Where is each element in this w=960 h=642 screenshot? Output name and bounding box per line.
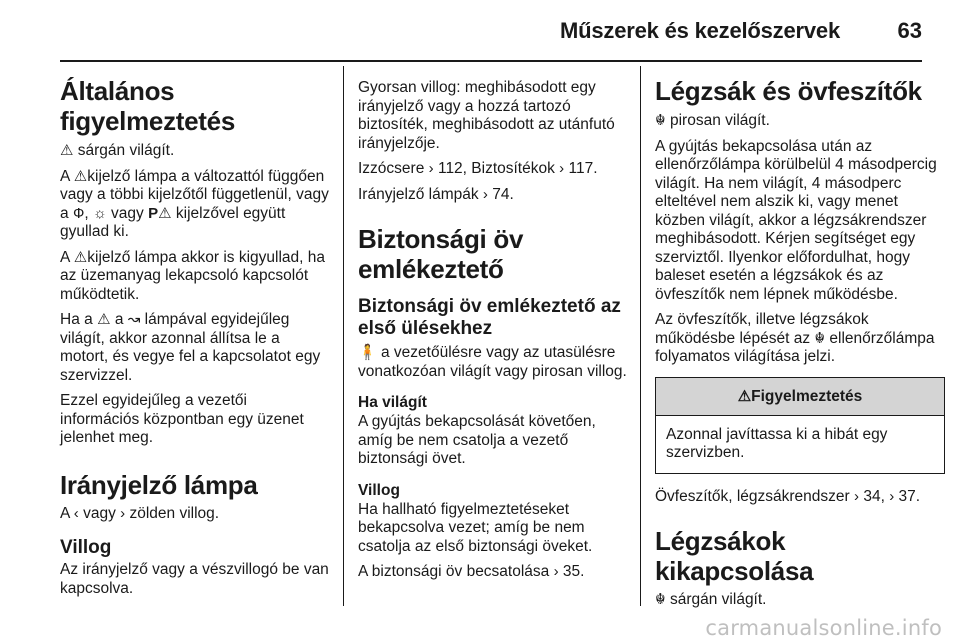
heading-flashing: Villog <box>358 481 400 499</box>
paragraph: ☬ sárgán világít. <box>655 591 767 608</box>
arrow-right-icon: › <box>889 487 895 505</box>
seatbelt-icon: 🧍 <box>358 344 377 361</box>
arrow-right-icon: › <box>553 563 559 580</box>
warning-box <box>655 377 945 474</box>
airbag-icon: ☬ <box>655 112 666 129</box>
warning-icon: ⚠ <box>737 387 752 405</box>
warning-icon: ⚠ <box>97 311 111 328</box>
paragraph: Izzócsere › 112, Biztosítékok › 117. <box>358 160 598 177</box>
arrow-right-icon: › <box>559 160 565 177</box>
oil-pressure-icon: Ф <box>72 204 85 222</box>
arrow-right-icon: › <box>854 487 860 505</box>
heading-airbag-off: Légzsákok kikapcsolása <box>655 526 814 586</box>
paragraph: Övfeszítők, légzsákrendszer › 34, › 37. <box>655 487 921 505</box>
paragraph: A ⚠kijelző lámpa akkor is kigyullad, ha az üzemanyag lekapcsoló kapcsolót működtetik. <box>60 248 326 303</box>
paragraph: A ‹ vagy › zölden villog. <box>60 504 220 522</box>
link[interactable]: 117. <box>568 160 598 177</box>
link[interactable]: 34, <box>863 487 885 505</box>
sun-gear-icon: ☼ <box>92 204 107 222</box>
paragraph: Ha hallható figyelmeztetéseket bekapcsolva vezet; amíg be nem csatolja az első biztonsági öveket. <box>358 500 593 555</box>
paragraph: 🧍 a vezetőülésre vagy az utasülésre vonatkozóan világít vagy pirosan villog. <box>358 344 627 380</box>
parking-brake-icon: P <box>148 204 159 222</box>
link[interactable]: 37. <box>898 487 921 505</box>
paragraph: A biztonsági öv becsatolása › 35. <box>358 563 585 580</box>
arrow-right-icon: › <box>482 185 488 203</box>
link[interactable]: 74. <box>492 185 514 203</box>
heading-seatbelt-reminder: Biztonsági öv emlékeztető <box>358 224 524 284</box>
arrow-right-icon: › <box>120 504 126 522</box>
link[interactable]: 35. <box>562 563 585 580</box>
warning-title: Figyelmeztetés <box>751 387 863 405</box>
heading-flash: Villog <box>60 537 112 558</box>
paragraph: ☬ pirosan világít. <box>655 112 770 129</box>
header-rule <box>60 60 922 62</box>
page-number: 63 <box>897 18 922 43</box>
column-divider <box>343 66 344 606</box>
airbag-off-icon: ☬ <box>655 591 666 608</box>
paragraph: Gyorsan villog: meghibásodott egy irányjelző vagy a hozzá tartozó biztosíték, meghibásodott az utánfutó irányjelzője. <box>358 79 615 152</box>
service-icon: ⚠ <box>158 204 172 222</box>
section-title: Műszerek és kezelőszervek <box>560 18 840 43</box>
paragraph: A gyújtás bekapcsolását követően, amíg be nem csatolja a vezető biztonsági övet. <box>358 413 596 467</box>
paragraph: Az övfeszítők, illetve légzsákok működésbe lépését az ☬ ellenőrzőlámpa folyamatos világítása jelzi. <box>655 311 935 365</box>
paragraph: Ha a ⚠ a ↝ lámpával egyidejűleg világít, akkor azonnal állítsa le a motort, és vegye fel a kapcsolatot egy szervizzel. <box>60 311 321 384</box>
heading-front-seats: Biztonsági öv emlékeztető az első ülésekhez <box>358 296 621 339</box>
column-2 <box>358 66 628 582</box>
warning-icon: ⚠ <box>73 248 88 266</box>
wrench-icon: ↝ <box>127 311 141 328</box>
column-1 <box>60 66 330 598</box>
warning-icon: ⚠ <box>73 167 88 185</box>
warning-box-body: Azonnal javíttassa ki a hibát egy szervizben. <box>666 425 888 461</box>
warning-box-header <box>656 378 944 416</box>
paragraph: A ⚠kijelző lámpa a változattól függően vagy a többi kijelzőtől függetlenül, vagy a Ф, ☼ vagy P⚠ kijelzővel együtt gyullad ki. <box>60 167 329 240</box>
heading-general-warning: Általános figyelmeztetés <box>60 76 235 136</box>
link[interactable]: 112, Biztosítékok <box>437 160 555 177</box>
warning-icon: ⚠ <box>60 142 74 159</box>
arrow-right-icon: › <box>428 160 434 177</box>
paragraph: Az irányjelző vagy a vészvillogó be van kapcsolva. <box>60 561 329 597</box>
watermark: carmanualsonline.info <box>705 616 942 640</box>
heading-when-lit: Ha világít <box>358 394 427 411</box>
paragraph: A gyújtás bekapcsolása után az ellenőrzőlámpa körülbelül 4 másodpercig világít. Ha nem világít, 4 másodperc elteltével nem alszik ki, vagy menet közben világít, akkor a légzsákrendszer meghibásodott. Kérjen segítséget egy szerviztől. Ilyenkor előfordulhat, hogy baleset esetén a légzsákok és az övfeszítők nem lépnek működésbe. <box>655 137 937 303</box>
paragraph: Ezzel egyidejűleg a vezetői információs központban egy üzenet jelenhet meg. <box>60 392 304 446</box>
column-divider <box>640 66 641 606</box>
heading-turn-signal: Irányjelző lámpa <box>60 469 258 500</box>
column-3 <box>655 66 945 610</box>
airbag-icon: ☬ <box>814 329 826 347</box>
heading-airbag: Légzsák és övfeszítők <box>655 76 922 106</box>
paragraph: Irányjelző lámpák › 74. <box>358 185 514 203</box>
paragraph: ⚠ sárgán világít. <box>60 142 175 159</box>
arrow-left-icon: ‹ <box>73 504 79 522</box>
